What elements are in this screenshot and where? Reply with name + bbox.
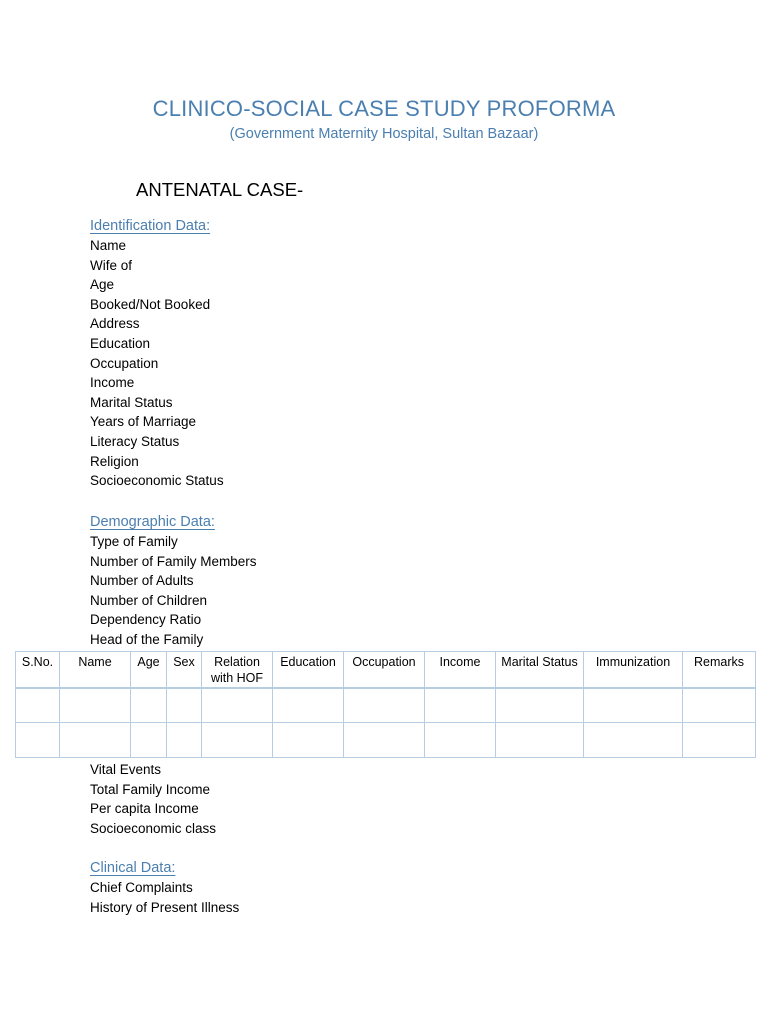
column-header-name: Name xyxy=(60,652,131,688)
column-header-remarks: Remarks xyxy=(683,652,756,688)
column-header-age: Age xyxy=(131,652,167,688)
field-years-of-marriage: Years of Marriage xyxy=(90,414,197,430)
table-cell[interactable] xyxy=(584,688,683,723)
field-dependency-ratio: Dependency Ratio xyxy=(90,612,202,628)
table-cell[interactable] xyxy=(16,723,60,758)
identification-section xyxy=(90,216,224,491)
table-cell[interactable] xyxy=(344,723,425,758)
field-occupation: Occupation xyxy=(90,355,159,371)
table-row xyxy=(16,688,756,723)
field-income: Income xyxy=(90,375,135,391)
table-cell[interactable] xyxy=(202,723,273,758)
table-cell[interactable] xyxy=(425,723,496,758)
field-total-family-income: Total Family Income xyxy=(90,781,211,797)
table-cell[interactable] xyxy=(202,688,273,723)
table-cell[interactable] xyxy=(683,688,756,723)
field-address: Address xyxy=(90,316,140,332)
column-header-sno: S.No. xyxy=(16,652,60,688)
case-heading: ANTENATAL CASE- xyxy=(136,179,304,200)
field-religion: Religion xyxy=(90,453,139,469)
clinical-field-list xyxy=(90,878,239,917)
clinical-heading: Clinical Data: xyxy=(90,860,176,876)
field-per-capita-income: Per capita Income xyxy=(90,801,199,817)
table-cell[interactable] xyxy=(584,723,683,758)
column-header-marital-status: Marital Status xyxy=(496,652,584,688)
table-cell[interactable] xyxy=(425,688,496,723)
field-marital-status: Marital Status xyxy=(90,394,173,410)
clinical-section xyxy=(90,858,239,917)
table-cell[interactable] xyxy=(131,688,167,723)
demographic-section xyxy=(90,512,257,650)
column-header-education: Education xyxy=(273,652,344,688)
field-age: Age xyxy=(90,277,115,293)
table-header-row xyxy=(16,652,756,688)
field-family-members: Number of Family Members xyxy=(90,553,257,569)
column-header-immunization: Immunization xyxy=(584,652,683,688)
table-cell[interactable] xyxy=(683,723,756,758)
vital-field-list xyxy=(90,760,216,838)
table-cell[interactable] xyxy=(167,723,202,758)
field-name: Name xyxy=(90,238,127,253)
field-socioeconomic-class: Socioeconomic class xyxy=(90,820,217,836)
field-chief-complaints: Chief Complaints xyxy=(90,880,193,895)
column-header-income: Income xyxy=(425,652,496,688)
table-cell[interactable] xyxy=(16,688,60,723)
field-booked-status: Booked/Not Booked xyxy=(90,296,211,312)
field-type-of-family: Type of Family xyxy=(90,534,178,549)
table-row xyxy=(16,723,756,758)
column-header-relation: Relation with HOF xyxy=(202,652,273,688)
demographic-heading: Demographic Data: xyxy=(90,514,215,530)
field-education: Education xyxy=(90,335,151,351)
family-members-table xyxy=(15,651,756,758)
field-socioeconomic-status: Socioeconomic Status xyxy=(90,473,224,489)
field-history-present-illness: History of Present Illness xyxy=(90,899,240,915)
table-cell[interactable] xyxy=(344,688,425,723)
table-cell[interactable] xyxy=(60,723,131,758)
demographic-field-list xyxy=(90,532,257,650)
field-literacy-status: Literacy Status xyxy=(90,433,180,449)
document-subtitle: (Government Maternity Hospital, Sultan Bazaar) xyxy=(229,126,539,142)
table-cell[interactable] xyxy=(131,723,167,758)
identification-field-list xyxy=(90,236,224,491)
field-adults: Number of Adults xyxy=(90,573,194,589)
column-header-occupation: Occupation xyxy=(344,652,425,688)
document-title: CLINICO-SOCIAL CASE STUDY PROFORMA xyxy=(152,96,616,121)
table-cell[interactable] xyxy=(496,688,584,723)
table-cell[interactable] xyxy=(167,688,202,723)
table-cell[interactable] xyxy=(496,723,584,758)
field-head-of-family: Head of the Family xyxy=(90,631,204,647)
column-header-sex: Sex xyxy=(167,652,202,688)
field-children: Number of Children xyxy=(90,592,208,608)
table-cell[interactable] xyxy=(273,723,344,758)
vital-section xyxy=(90,760,216,838)
field-wife-of: Wife of xyxy=(90,257,133,273)
field-vital-events: Vital Events xyxy=(90,762,162,777)
table-cell[interactable] xyxy=(60,688,131,723)
table-cell[interactable] xyxy=(273,688,344,723)
identification-heading: Identification Data: xyxy=(90,218,211,234)
